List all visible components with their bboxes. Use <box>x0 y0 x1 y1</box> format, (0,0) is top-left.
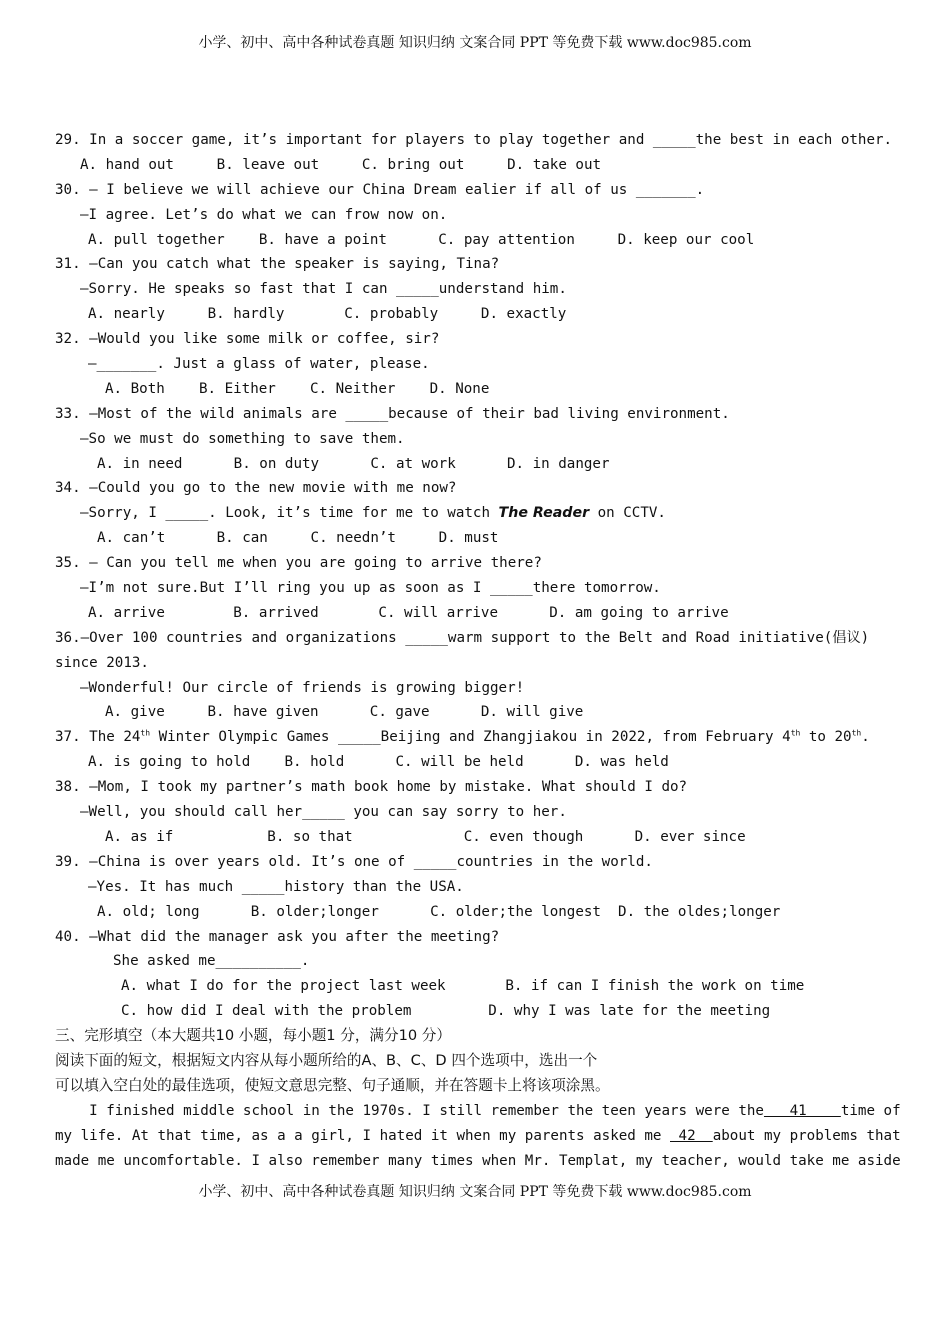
q36-stem: 36.—Over 100 countries and organizations _____warm support to the Belt and Road initiative(倡议) <box>55 629 870 646</box>
q32-reply: —_______. Just a glass of water, please. <box>88 356 430 373</box>
q37-stem-b: Winter Olympic Games _____Beijing and Zhangjiakou in 2022, from February 4 <box>150 729 791 746</box>
q30-reply: —I agree. Let’s do what we can frow now on. <box>80 206 448 223</box>
q37-sup-1: th <box>140 728 151 738</box>
q39-options: A. old; long B. older;longer C. older;the longest D. the oldes;longer <box>97 903 781 920</box>
q40-reply: She asked me__________. <box>113 953 310 970</box>
section3-instruction-2: 可以填入空白处的最佳选项，使短文意思完整、句子通顺，并在答题卡上将该项涂黑。 <box>55 1076 610 1094</box>
passage-line-2-b: about my problems that <box>712 1127 901 1144</box>
q40-stem: 40. —What did the manager ask you after the meeting? <box>55 928 500 945</box>
q34-program-title: The Reader <box>498 505 590 522</box>
q31-stem: 31. —Can you catch what the speaker is saying, Tina? <box>55 256 500 273</box>
q36-stem-cont: since 2013. <box>55 654 149 671</box>
q37-stem <box>55 725 897 750</box>
q35-options: A. arrive B. arrived C. will arrive D. am going to arrive <box>88 604 729 621</box>
section3-instruction-1: 阅读下面的短文，根据短文内容从每小题所给的A、B、C、D 四个选项中，选出一个 <box>55 1051 598 1069</box>
q40-options-2: C. how did I deal with the problem D. why I was late for the meeting <box>121 1003 771 1020</box>
q30-stem: 30. — I believe we will achieve our China Dream ealier if all of us _______. <box>55 181 705 198</box>
exam-content <box>55 128 901 1173</box>
q37-stem-a: 37. The 24 <box>55 729 141 746</box>
q32-stem: 32. —Would you like some milk or coffee, sir? <box>55 331 440 348</box>
q29-stem: 29. In a soccer game, it’s important for players to play together and _____the best in each other. <box>55 132 893 148</box>
q38-stem: 38. —Mom, I took my partner’s math book home by mistake. What should I do? <box>55 779 688 796</box>
q34-reply-before: —Sorry, I _____. Look, it’s time for me to watch <box>80 505 499 522</box>
q31-reply: —Sorry. He speaks so fast that I can _____understand him. <box>80 281 567 298</box>
q31-options: A. nearly B. hardly C. probably D. exactly <box>88 306 567 323</box>
q30-options: A. pull together B. have a point C. pay attention D. keep our cool <box>88 231 755 248</box>
header-banner: 小学、初中、高中各种试卷真题 知识归纳 文案合同 PPT 等免费下载 www.doc985.com <box>198 35 752 51</box>
q36-reply: —Wonderful! Our circle of friends is growing bigger! <box>80 679 525 696</box>
q37-stem-d: . <box>861 729 870 746</box>
q35-reply: —I’m not sure.But I’ll ring you up as soon as I _____there tomorrow. <box>80 580 661 597</box>
q35-stem: 35. — Can you tell me when you are going to arrive there? <box>55 555 542 572</box>
passage-line-2 <box>55 1124 901 1149</box>
blank-41: 41 <box>763 1102 841 1119</box>
q34-stem: 34. —Could you go to the new movie with me now? <box>55 480 457 497</box>
passage-line-2-a: my life. At that time, as a a girl, I hated it when my parents asked me <box>55 1127 670 1144</box>
q34-options: A. can’t B. can C. needn’t D. must <box>97 530 499 547</box>
q38-options: A. as if B. so that C. even though D. ever since <box>105 828 746 845</box>
q33-reply: —So we must do something to save them. <box>80 430 405 447</box>
q37-sup-3: th <box>851 728 862 738</box>
q32-options: A. Both B. Either C. Neither D. None <box>105 380 490 397</box>
q34-reply-after: on CCTV. <box>589 505 666 522</box>
q37-sup-2: th <box>790 728 801 738</box>
q37-stem-c: to 20 <box>800 729 852 746</box>
q33-stem: 33. —Most of the wild animals are _____because of their bad living environment. <box>55 405 730 422</box>
q37-options: A. is going to hold B. hold C. will be held D. was held <box>88 754 669 771</box>
passage-line-1-a: I finished middle school in the 1970s. I still remember the teen years were the <box>55 1102 764 1119</box>
q33-options: A. in need B. on duty C. at work D. in danger <box>97 455 610 472</box>
blank-42: 42 <box>670 1127 713 1144</box>
passage-line-1-b: time of <box>840 1102 901 1119</box>
section3-title: 三、完形填空（本大题共10 小题，每小题1 分，满分10 分） <box>55 1027 452 1045</box>
q39-reply: —Yes. It has much _____history than the USA. <box>88 878 464 895</box>
q34-reply <box>55 501 897 526</box>
q40-options-1: A. what I do for the project last week B. if can I finish the work on time <box>121 978 805 995</box>
q29-options: A. hand out B. leave out C. bring out D. take out <box>80 156 602 173</box>
footer-banner: 小学、初中、高中各种试卷真题 知识归纳 文案合同 PPT 等免费下载 www.doc985.com <box>198 1184 752 1200</box>
q38-reply: —Well, you should call her_____ you can say sorry to her. <box>80 804 567 821</box>
passage-line-3: made me uncomfortable. I also remember many times when Mr. Templat, my teacher, would take me aside <box>55 1152 901 1169</box>
passage-line-1 <box>55 1099 901 1124</box>
q39-stem: 39. —China is over years old. It’s one of _____countries in the world. <box>55 853 653 870</box>
q36-options: A. give B. have given C. gave D. will give <box>105 704 584 721</box>
